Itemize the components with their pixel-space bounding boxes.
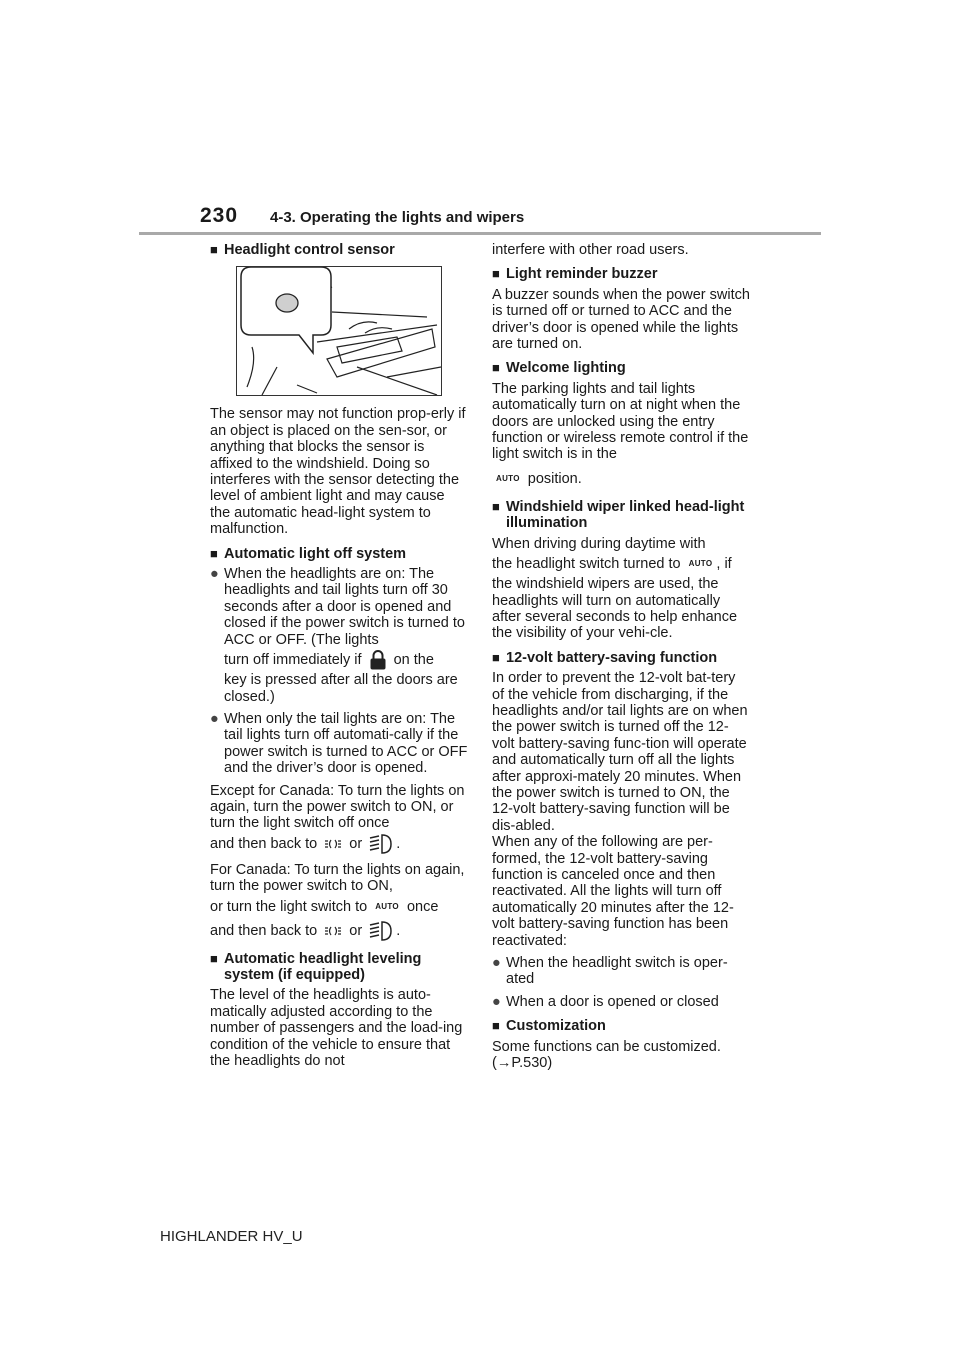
for-canada-paragraph: For Canada: To turn the lights on again, turn the power switch to ON, or turn the light switch to AUTO once and then back to or . bbox=[210, 862, 468, 943]
square-marker: ■ bbox=[492, 649, 500, 665]
sensor-paragraph: The sensor may not function prop-erly if an object is placed on the sen-sor, or anything that blocks the sensor is affixed to the windshield. Doing so interferes with the sensor detecting the level of ambient light and may cause the automatic head-light system to malfunction. bbox=[210, 406, 466, 538]
bullet-dot: ● bbox=[210, 566, 219, 583]
reactivation-paragraph: When any of the following are per-formed, the 12-volt battery-saving function is canceled once and then reactivated. All the lights will turn off automatically 20 minutes after the 12-volt battery-saving function has been reactivated: bbox=[492, 834, 734, 949]
auto-icon: AUTO bbox=[375, 901, 399, 911]
square-marker: ■ bbox=[210, 242, 218, 257]
sensor-illustration bbox=[236, 266, 442, 396]
heading-wiper-linked: ■ Windshield wiper linked head-light illumination bbox=[492, 498, 745, 532]
header-rule bbox=[139, 232, 821, 235]
tail-light-icon bbox=[324, 924, 342, 938]
tail-light-icon bbox=[324, 837, 342, 851]
heading-auto-light-off: ■ Automatic light off system bbox=[210, 545, 407, 562]
welcome-paragraph: The parking lights and tail lights automatically turn on at night when the doors are unlocked using the entry function or wireless remote control if the light switch is in the AUTO position. bbox=[492, 380, 749, 487]
heading-headlight-sensor: ■ Headlight control sensor bbox=[210, 242, 395, 258]
auto-icon: AUTO bbox=[688, 559, 713, 569]
headlight-icon bbox=[369, 833, 393, 855]
bullet-dot: ● bbox=[492, 993, 501, 1010]
heading-customization: ■ Customization bbox=[492, 1018, 606, 1035]
heading-auto-leveling: ■ Automatic headlight leveling system (if equipped) bbox=[210, 950, 422, 983]
bullet-door: ● When a door is opened or closed bbox=[492, 993, 719, 1010]
left-column bbox=[210, 242, 468, 1075]
leveling-paragraph: The level of the headlights is auto-matically adjusted according to the number of passengers and the load-ing condition of the vehicle to ensure that the headlights do not bbox=[210, 987, 463, 1069]
heading-light-reminder: ■ Light reminder buzzer bbox=[492, 266, 658, 283]
square-marker: ■ bbox=[210, 545, 218, 561]
section-title: 4-3. Operating the lights and wipers bbox=[270, 209, 525, 226]
page-header bbox=[200, 204, 524, 228]
bullet-dot: ● bbox=[210, 710, 219, 727]
customization-paragraph: Some functions can be customized. (→P.530) bbox=[492, 1038, 721, 1072]
windshield-sensor-icon bbox=[237, 267, 441, 395]
heading-battery-saving: ■ 12-volt battery-saving function bbox=[492, 649, 718, 666]
wiper-paragraph: When driving during daytime with the headlight switch turned to AUTO , if the windshield wipers are used, the headlights will turn on automatically after several seconds to help enhance the visibility of your vehi-cle. bbox=[492, 535, 738, 642]
except-canada-paragraph: Except for Canada: To turn the lights on again, turn the power switch to ON, or turn the light switch off once and then back to or . bbox=[210, 783, 468, 856]
page-reference-link[interactable]: (→P.530) bbox=[492, 1055, 553, 1072]
bullet-tail-lights-on: ● When only the tail lights are on: The tail lights turn off automati-cally if the power switch is turned to ACC or OFF and the driver’s door is opened. bbox=[210, 710, 468, 777]
footer-model: HIGHLANDER HV_U bbox=[160, 1228, 303, 1245]
headlight-icon bbox=[369, 920, 393, 942]
auto-icon: AUTO bbox=[496, 473, 520, 483]
square-marker: ■ bbox=[210, 950, 218, 966]
square-marker: ■ bbox=[492, 266, 500, 282]
battery-paragraph: In order to prevent the 12-volt bat-tery of the vehicle from discharging, if the headlights and/or tail lights are on when the power switch is turned off the 12-volt battery-saving func-tion will operate and automatically turn off all the lights after approxi-mately 20 minutes. When the power switch is turned to ON, the 12-volt battery-saving function will be dis-abled. bbox=[492, 670, 748, 834]
square-marker: ■ bbox=[492, 360, 500, 376]
square-marker: ■ bbox=[492, 498, 500, 514]
bullet-headlight-switch: ● When the headlight switch is oper-ated bbox=[492, 955, 728, 988]
lock-icon bbox=[369, 649, 387, 671]
continuation-paragraph: interfere with other road users. bbox=[492, 242, 689, 258]
buzzer-paragraph: A buzzer sounds when the power switch is turned off or turned to ACC and the driver’s door is opened while the lights are turned on. bbox=[492, 286, 750, 353]
heading-welcome-lighting: ■ Welcome lighting bbox=[492, 360, 626, 377]
bullet-dot: ● bbox=[492, 955, 501, 972]
square-marker: ■ bbox=[492, 1018, 500, 1034]
right-column bbox=[492, 242, 750, 1077]
page-number: 230 bbox=[200, 204, 239, 227]
bullet-headlights-on: ● When the headlights are on: The headlights and tail lights turn off 30 seconds after a door is opened and closed if the power switch is turned to ACC or OFF. (The lights turn off immediately if on the key is pressed after all the doors are closed.) bbox=[210, 566, 465, 705]
